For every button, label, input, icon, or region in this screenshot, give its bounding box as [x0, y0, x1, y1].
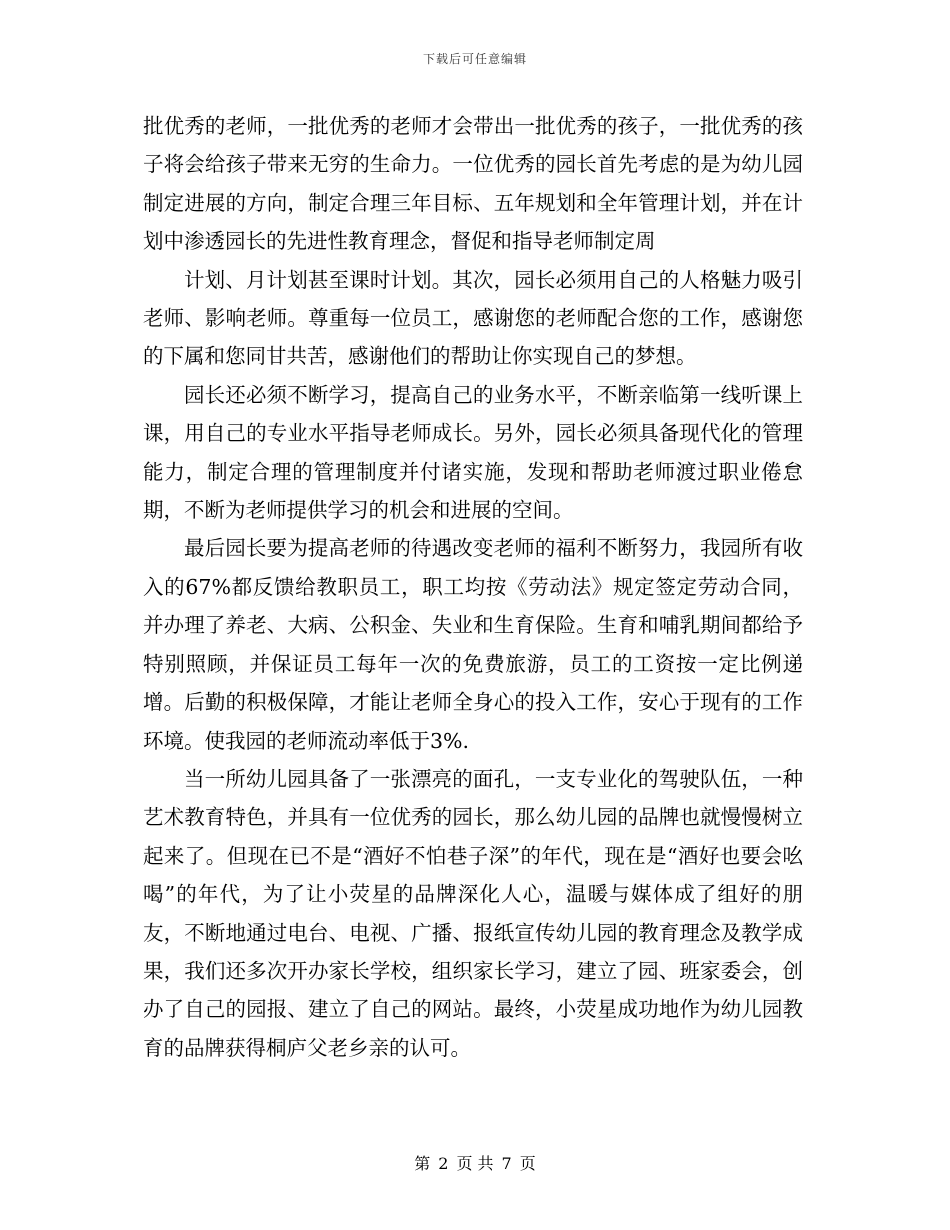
page-footer [0, 1154, 950, 1174]
footer-suffix: 页 [519, 1154, 536, 1173]
paragraph-5: 当一所幼儿园具备了一张漂亮的面孔，一支专业化的驾驶队伍，一种艺术教育特色，并具有一位优秀的园长，那么幼儿园的品牌也就慢慢树立起来了。但现在已不是“酒好不怕巷子深”的年代，现在是“酒好也要会吆喝”的年代，为了让小荧星的品牌深化人心，温暖与媒体成了组好的朋友，不断地通过电台、电视、广播、报纸宣传幼儿园的教育理念及教学成果，我们还多次开办家长学校，组织家长学习，建立了园、班家委会，创办了自己的园报、建立了自己的网站。最终，小荧星成功地作为幼儿园教育的品牌获得桐庐父老乡亲的认可。 [143, 766, 803, 1060]
document-body [143, 107, 803, 1067]
footer-prefix: 第 [414, 1154, 431, 1173]
paragraph-2: 计划、月计划甚至课时计划。其次，园长必须用自己的人格魅力吸引老师、影响老师。尊重每一位员工，感谢您的老师配合您的工作，感谢您的下属和您同甘共苦，感谢他们的帮助让你实现自己的梦想。 [143, 267, 803, 369]
current-page-number: 2 [438, 1154, 449, 1173]
paragraph-3: 园长还必须不断学习，提高自己的业务水平，不断亲临第一线听课上课，用自己的专业水平指导老师成长。另外，园长必须具备现代化的管理能力，制定合理的管理制度并付诸实施，发现和帮助老师渡过职业倦怠期，不断为老师提供学习的机会和进展的空间。 [143, 382, 803, 523]
page-header: 下载后可任意编辑 [422, 52, 527, 66]
paragraph-1: 批优秀的老师，一批优秀的老师才会带出一批优秀的孩子，一批优秀的孩子将会给孩子带来无穷的生命力。一位优秀的园长首先考虑的是为幼儿园制定进展的方向，制定合理三年目标、五年规划和全年管理计划，并在计划中渗透园长的先进性教育理念，督促和指导老师制定周 [143, 114, 803, 254]
paragraph-4: 最后园长要为提高老师的待遇改变老师的福利不断努力，我园所有收入的67%都反馈给教职员工，职工均按《劳动法》规定签定劳动合同，并办理了养老、大病、公积金、失业和生育保险。生育和哺乳期间都给予特别照顾，并保证员工每年一次的免费旅游，员工的工资按一定比例递增。后勤的积极保障，才能让老师全身心的投入工作，安心于现有的工作环境。使我园的老师流动率低于3%. [143, 536, 803, 753]
total-page-count: 7 [501, 1154, 512, 1173]
footer-middle: 页 共 [456, 1154, 494, 1173]
